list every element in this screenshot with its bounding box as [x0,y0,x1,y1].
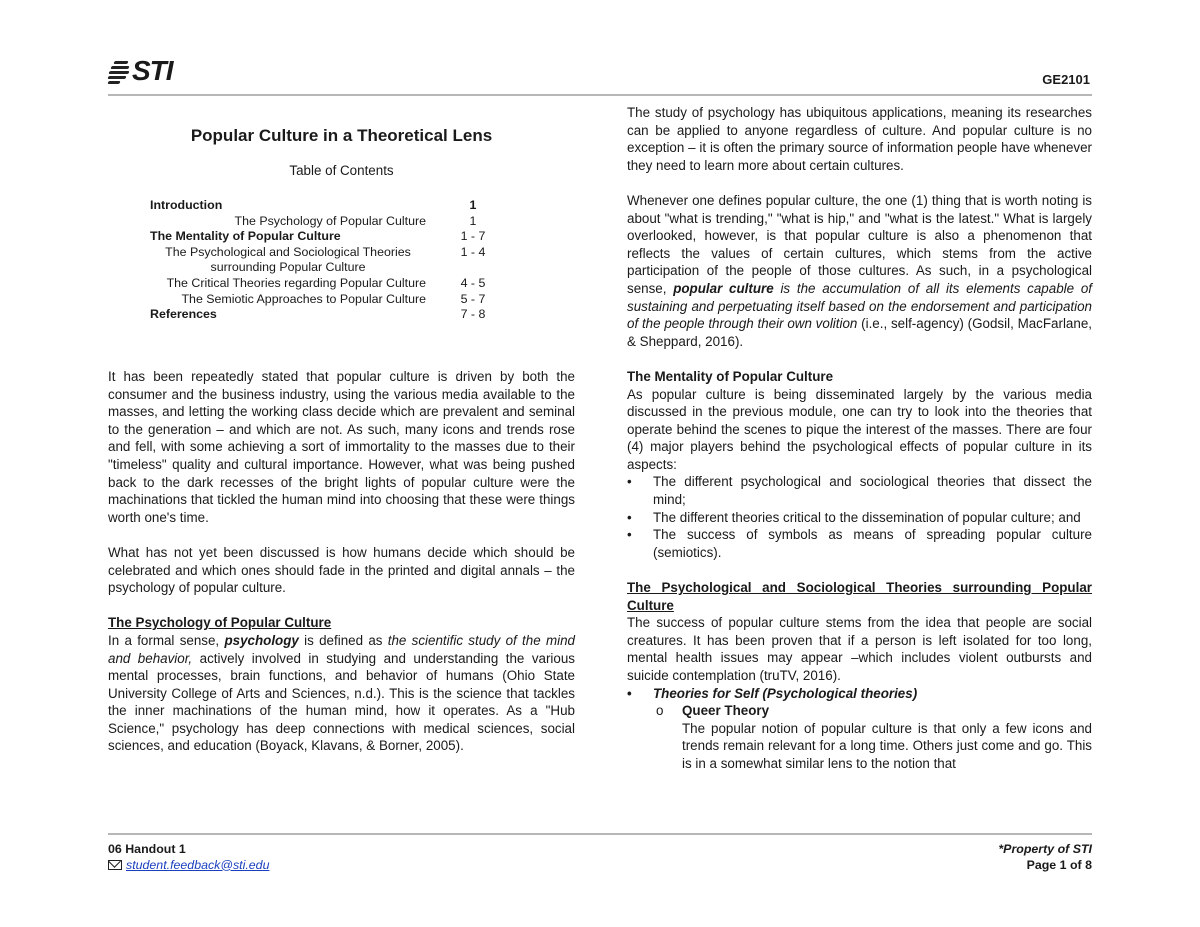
footer-divider [108,833,1092,835]
footer-left [108,842,269,873]
right-column [627,104,1092,773]
page-number: Page 1 of 8 [1026,857,1092,872]
subtheory-heading: o Queer Theory [627,702,1092,720]
intro-paragraph-2: What has not yet been discussed is how humans decide which should be celebrated and which ones should fade in the printed and digital annals – the psychology of popular culture. [108,544,575,596]
left-column [108,368,575,755]
envelope-icon [108,860,122,870]
email-line [108,858,269,874]
psychology-paragraph: In a formal sense, psychology is defined as the scientific study of the mind and behavior, actively involved in studying and understanding the various mental processes, brain functions, and behavior of humans (Ohio State University College of Arts and Sciences, n.d.). This is the science that tackles the inner machinations of the human mind, how it operates. As a "Hub Science," psychology has deep connections with medical sciences, social sciences, and education (Boyack, Klavans, & Borner, 2005). [108,632,575,754]
table-of-contents [150,198,520,323]
course-code: GE2101 [1042,72,1090,87]
theories-paragraph: The success of popular culture stems from the idea that people are social creatures. It has been proven that if a person is left isolated for too long, mental health issues may appear –which includes violent outbursts and suicide contemplation (truTV, 2016). [627,615,1092,683]
toc-row: References 7 - 8 [150,307,486,322]
sti-logo-text: STI [132,55,173,86]
section-heading: The Mentality of Popular Culture [627,368,834,384]
queer-theory-paragraph: The popular notion of popular culture is that only a few icons and trends remain relevant for a long time. Others just come and go. This is in a somewhat similar lens to the notion that [682,720,1092,771]
document-title: Popular Culture in a Theoretical Lens [190,126,493,145]
toc-row: The Psychological and Sociological Theories surrounding Popular Culture 1 - 4 [165,244,486,275]
section-heading: The Psychological and Sociological Theories surrounding Popular Culture [627,580,1092,613]
toc-row: The Semiotic Approaches to Popular Culture 5 - 7 [181,291,486,306]
list-item: • The different psychological and sociological theories that dissect the mind; [627,473,1092,508]
list-item: • The success of symbols as means of spreading popular culture (semiotics). [627,526,1092,561]
property-label: *Property of STI [998,842,1092,856]
toc-row: The Mentality of Popular Culture 1 - 7 [150,229,486,244]
toc-row: Introduction 1 [150,198,477,212]
mentality-paragraph: As popular culture is being disseminated largely by the various media discussed in the previous module, one can try to look into the theories that operate behind the scenes to pique the interest of the masses. There are four (4) major players behind the psychological effects of popular culture in its aspects: [627,386,1092,472]
handout-label: 06 Handout 1 [108,842,186,856]
toc-row: The Critical Theories regarding Popular Culture 4 - 5 [166,275,486,290]
footer-right [998,842,1092,873]
header-divider [108,94,1092,96]
sti-logo [108,55,173,87]
aspects-list [627,473,1092,561]
toc-heading: Table of Contents [289,163,394,178]
theory-heading: • Theories for Self (Psychological theories) [627,685,1092,703]
section-heading: The Psychology of Popular Culture [108,615,332,631]
intro-paragraph: It has been repeatedly stated that popular culture is driven by both the consumer and the business industry, using the various media available to the masses, and letting the working class decide which are prevalent and seminal to the generation – and which are not. As such, many icons and trends rose and fell, with some achieving a sort of immortality to the masses due to their "timeless" quality and cultural importance. However, what was being pushed back to the dark recesses of the bright lights of popular culture were the machinations that tickled the human mind into choosing that these were things worth one's time. [108,369,575,525]
definition-paragraph: Whenever one defines popular culture, the one (1) thing that is worth noting is about "what is trending," "what is hip," and "what is the latest." What is largely overlooked, however, is that popular culture is also a phenomenon that reflects the values of certain cultures, which stems from the active participation of the people of those cultures. As such, in a psychological sense, popular culture is the accumulation of all its elements capable of sustaining and perpetuating itself based on the endorsement and participation of the people through their own volition (i.e., self-agency) (Godsil, MacFarlane, & Sheppard, 2016). [627,192,1092,349]
sti-logo-swoosh-icon [108,58,130,84]
study-paragraph: The study of psychology has ubiquitous applications, meaning its researches can be applied to anyone regardless of culture. And popular culture is no exception – it is often the primary source of information people have whenever they need to learn more about certain cultures. [627,105,1092,173]
list-item: • The different theories critical to the dissemination of popular culture; and [627,509,1092,527]
feedback-email-link[interactable]: student.feedback@sti.edu [126,857,270,872]
toc-row: The Psychology of Popular Culture 1 [234,213,477,228]
